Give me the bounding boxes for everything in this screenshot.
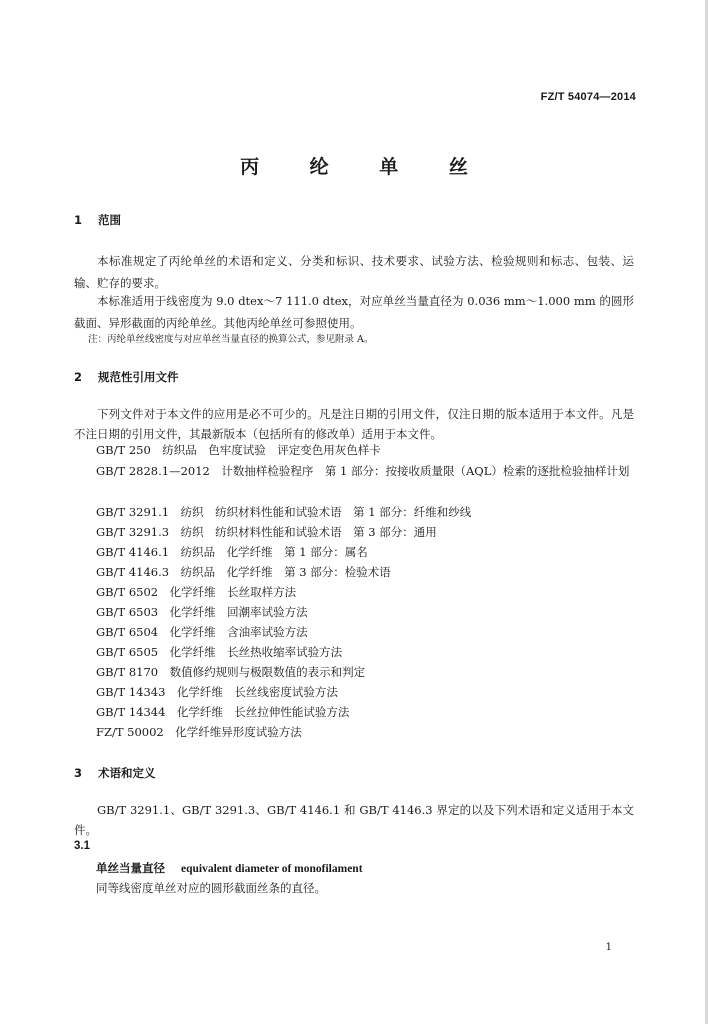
term-heading [96, 860, 363, 876]
term-english: equivalent diameter of monofilament [181, 863, 363, 875]
reference-item: GB/T 6503 化学纤维 回潮率试验方法 [96, 605, 308, 619]
term-definition: 同等线密度单丝对应的圆形截面丝条的直径。 [96, 881, 326, 895]
standard-code: FZ/T 54074—2014 [540, 91, 636, 103]
terms-intro: GB/T 3291.1、GB/T 3291.3、GB/T 4146.1 和 GB/T 4146.3 界定的以及下列术语和定义适用于本文件。 [74, 803, 634, 837]
term-chinese: 单丝当量直径 [96, 861, 165, 875]
section-number: 1 [74, 213, 83, 227]
reference-item: GB/T 6504 化学纤维 含油率试验方法 [96, 625, 308, 639]
section-number: 2 [74, 370, 83, 384]
page-number: 1 [605, 942, 612, 953]
reference-item: GB/T 6502 化学纤维 长丝取样方法 [96, 585, 297, 599]
scope-paragraph-1: 本标准规定了丙纶单丝的术语和定义、分类和标识、技术要求、试验方法、检验规则和标志、包装、运输、贮存的要求。 [74, 254, 634, 290]
reference-item: GB/T 3291.1 纺织 纺织材料性能和试验术语 第 1 部分：纤维和纱线 [96, 505, 472, 519]
section-number: 3 [74, 766, 83, 780]
normative-intro: 下列文件对于本文件的应用是必不可少的。凡是注日期的引用文件，仅注日期的版本适用于本文件。凡是不注日期的引用文件，其最新版本（包括所有的修改单）适用于本文件。 [74, 407, 634, 441]
reference-item: GB/T 3291.3 纺织 纺织材料性能和试验术语 第 3 部分：通用 [96, 525, 437, 539]
reference-item: GB/T 8170 数值修约规则与极限数值的表示和判定 [96, 665, 366, 679]
reference-item: GB/T 250 纺织品 色牢度试验 评定变色用灰色样卡 [96, 443, 381, 457]
term-number: 3.1 [74, 840, 90, 852]
reference-item: GB/T 2828.1—2012 计数抽样检验程序 第 1 部分：按接收质量限（AQL）检索的逐批检验抽样计划 [96, 464, 630, 478]
reference-item: GB/T 4146.3 纺织品 化学纤维 第 3 部分：检验术语 [96, 565, 391, 579]
reference-item: GB/T 6505 化学纤维 长丝热收缩率试验方法 [96, 645, 343, 659]
reference-item: GB/T 14343 化学纤维 长丝线密度试验方法 [96, 685, 338, 699]
reference-item: GB/T 4146.1 纺织品 化学纤维 第 1 部分：属名 [96, 545, 368, 559]
scope-note: 注：丙纶单丝线密度与对应单丝当量直径的换算公式，参见附录 A。 [88, 334, 374, 345]
section-3-heading [74, 765, 156, 781]
section-title: 规范性引用文件 [98, 370, 179, 384]
scope-paragraph-2: 本标准适用于线密度为 9.0 dtex～7 111.0 dtex，对应单丝当量直径为 0.036 mm～1.000 mm 的圆形截面、异形截面的丙纶单丝。其他丙纶单丝可参照使用。 [74, 294, 634, 330]
reference-item: FZ/T 50002 化学纤维异形度试验方法 [96, 725, 302, 739]
section-1-heading [74, 212, 121, 228]
section-title: 术语和定义 [98, 766, 156, 780]
section-title: 范围 [98, 213, 121, 227]
reference-item: GB/T 14344 化学纤维 长丝拉伸性能试验方法 [96, 705, 350, 719]
section-2-heading [74, 369, 179, 385]
document-title: 丙 纶 单 丝 [240, 156, 490, 178]
